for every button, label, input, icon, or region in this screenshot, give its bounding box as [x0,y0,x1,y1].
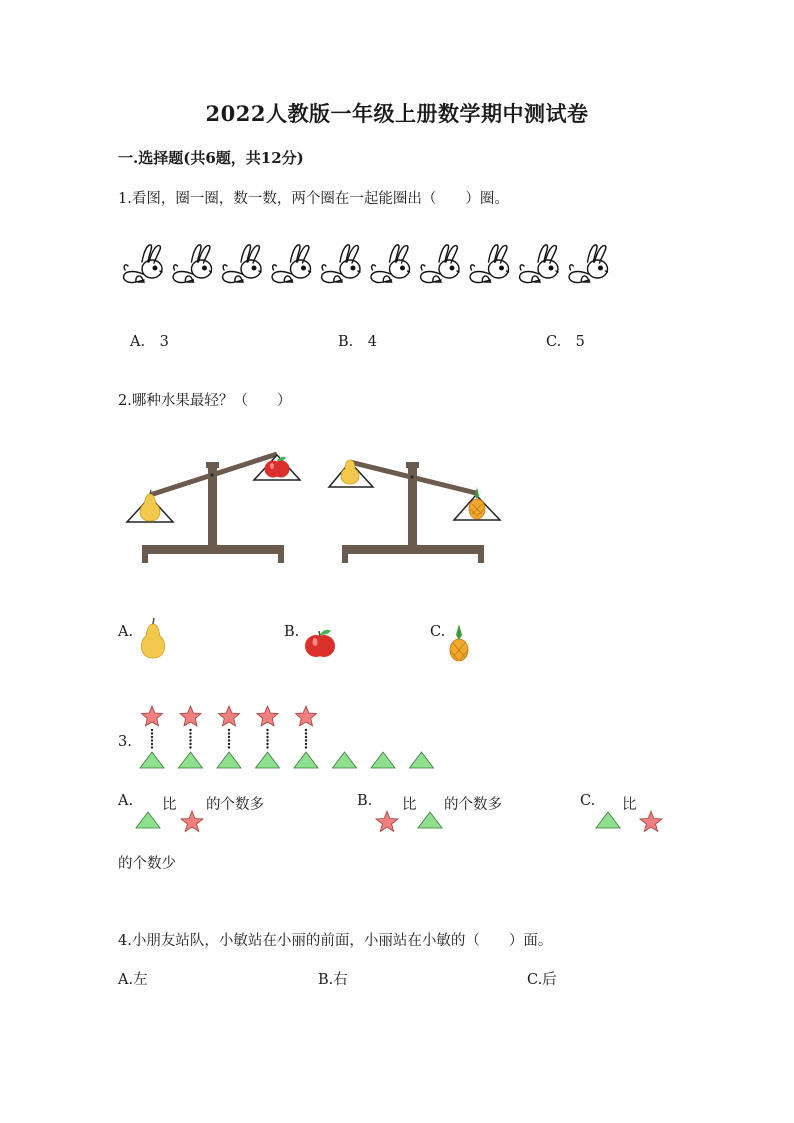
dotted-connector [151,729,153,749]
scale-foot [142,545,148,563]
rabbit-row [122,240,622,290]
scale-foot [278,545,284,563]
star-icon [180,810,204,832]
triangle-icon [294,752,318,768]
balance-scale-left [122,445,302,570]
pineapple-icon [446,624,472,662]
rabbit-icon [223,245,261,283]
q2-option-c[interactable]: C. [430,624,446,640]
rabbit-icon [371,245,409,283]
scale-pivot [211,474,214,477]
star-icon [639,810,663,832]
dotted-connector [305,729,307,749]
q2-option-a[interactable]: A. [118,624,134,640]
triangle-icon [417,811,443,829]
triangle-icon [410,752,434,768]
q2-option-b[interactable]: B. [284,624,300,640]
rabbit-icon [569,245,607,283]
page-title: 2022人教版一年级上册数学期中测试卷 [205,101,589,126]
q4-option-a[interactable]: A.左 [118,972,148,988]
star-icon [375,810,399,832]
triangle-icon [179,752,203,768]
dotted-connectors [138,727,438,751]
q3-option-b-tail: 的个数多 [444,797,502,813]
q1-option-b[interactable]: B. 4 [338,334,377,350]
question-1-text: 1.看图，圈一圈，数一数，两个圈在一起能圈出（ ）圈。 [118,191,509,207]
q3-option-a-bi: 比 [162,797,177,813]
star-icon [296,706,317,726]
rabbit-icon [272,245,310,283]
scale-post-cap [206,462,219,468]
triangle-icon [135,811,161,829]
question-2-text: 2.哪种水果最轻？（ ） [118,393,292,409]
section-heading: 一.选择题(共6题，共12分) [118,149,304,167]
q3-option-c-bi: 比 [622,797,637,813]
triangle-icon [333,752,357,768]
q3-option-b-letter[interactable]: B. [357,793,373,809]
triangle-icon [140,752,164,768]
triangle-icon [256,752,280,768]
rabbit-icon [470,245,508,283]
scale-foot [478,545,484,563]
question-4-text: 4.小朋友站队，小敏站在小丽的前面，小丽站在小敏的（ ）面。 [118,933,553,949]
scale-foot [342,545,348,563]
star-icon [142,706,163,726]
rabbit-icon [124,245,162,283]
q1-option-c[interactable]: C. 5 [546,334,585,350]
balance-scale-right [326,445,506,570]
rabbit-icon [421,245,459,283]
q3-option-c-letter[interactable]: C. [580,793,596,809]
dotted-connector [228,729,230,749]
star-icon [257,706,278,726]
triangle-icon [595,811,621,829]
star-icon [219,706,240,726]
triangle-row [138,750,458,772]
scale-post-cap [406,462,419,468]
scale-pivot [411,476,414,479]
q4-option-b[interactable]: B.右 [318,972,348,988]
dotted-connector [266,729,268,749]
rabbit-icon [520,245,558,283]
rabbit-icon [322,245,360,283]
rabbit-icon [173,245,211,283]
q3-option-a-tail: 的个数多 [206,797,264,813]
triangle-icon [217,752,241,768]
q3-option-b-bi: 比 [402,797,417,813]
question-3-number: 3. [118,734,132,750]
q1-option-a[interactable]: A. 3 [130,334,169,350]
pear-icon [138,618,168,662]
q3-option-c-tail: 的个数少 [118,856,176,872]
dotted-connector [189,729,191,749]
q3-option-a-letter[interactable]: A. [118,793,134,809]
star-icon [180,706,201,726]
q4-option-c[interactable]: C.后 [527,972,557,988]
apple-icon [304,628,336,660]
triangle-icon [371,752,395,768]
